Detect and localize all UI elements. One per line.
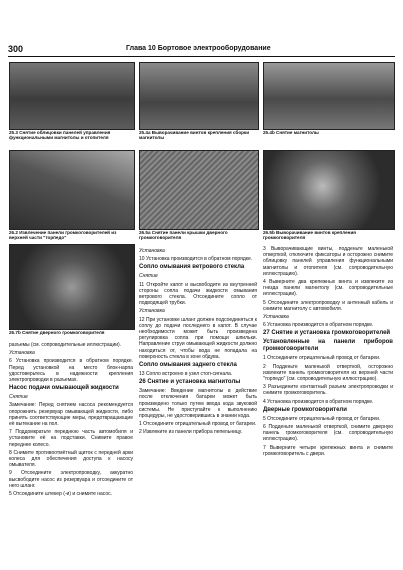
paragraph: 5 Отсоедините отрицательный провод от батареи. (263, 415, 381, 422)
paragraph: разъемы (см. сопроводительные иллюстрации). (9, 342, 122, 348)
subheading: Снятие (139, 273, 158, 280)
photo-speaker-screws (263, 150, 395, 230)
section-heading: Установленные на панели приборов громкоговорители (263, 339, 393, 353)
paragraph: 3 Выворачивающие винты, подденьте маленькой отверткой, отключите фиксаторы и осторожно снимите облицовку панелей управления функциональными магнитолы и отопителя (см. сопроводительную иллюстрацию). (263, 246, 393, 277)
subheading: Установка (9, 350, 35, 357)
subheading: Установка (139, 248, 165, 254)
subheading: Снятие (9, 394, 28, 401)
page-number: 300 (8, 44, 24, 54)
photo-radio-screws (139, 62, 259, 130)
paragraph: 7 Выверните четыре крепежных винта и снимите громкоговоритель с двери. (263, 444, 393, 457)
figure-caption: 25.3 Снятие облицовки панелей управления функциональными магнитолы и отопителя (9, 130, 111, 141)
paragraph: 10 Установка производится в обратном порядке. (139, 256, 253, 263)
paragraph: 6 Установка производится в обратном порядке. Перед установкой на место блок-нарпа удостоверьтесь в надежности крепления электропроводки в разъемах. (9, 358, 133, 384)
photo-door-speaker-removal (9, 244, 135, 330)
paragraph: 7 Поддомкратьте переднюю часть автомобиля и установите её на подставки. Снимите правое переднее колесо. (9, 429, 133, 448)
figure-caption: 25.4b Снятие магнитолы (263, 130, 319, 135)
paragraph: 6 Подденьте маленькой отверткой, снимите дверную панель громкоговорителя (см. сопроводительную иллюстрацию). (263, 424, 393, 443)
section-heading: 27 Снятие и установка громкоговорителей (263, 330, 391, 337)
text-column-1 (9, 342, 133, 564)
paragraph: 9 Отсоедините электропроводку, аккуратно высвободите насос из резервуара и отсоедините от него шланг. (9, 470, 133, 489)
text-column-3 (263, 246, 393, 564)
section-heading: Сопло омывания заднего стекла (139, 362, 237, 369)
paragraph: 6 Установка производится в обратном порядке. (263, 322, 374, 329)
paragraph: 5 Отсоедините электропроводку и антенный кабель и снимите магнитолу с автомобиля. (263, 299, 393, 312)
section-heading: Насос подачи омывающей жидкости (9, 385, 119, 392)
section-heading: Дверные громкоговорители (263, 406, 347, 413)
paragraph: 11 Откройте капот и высвободите из внутренней стороны сопла подачи жидкости омывания ветрового стекла. Отсоедините сопло от подводящей трубки. (139, 281, 257, 307)
paragraph: Замечание: Перед снятием насоса рекомендуется опорожнить резервуар омывающей жидкости, либо принять соответствующие меры, предотвращающие её вытекание на пол. (9, 402, 133, 428)
paragraph: Замечание: Введение магнитолы в действие после отключения батареи может быть произведено только путем ввода кода звуковой системы. Не приступайте к выполнению процедуры, не удостоверившись в знании кода. (139, 388, 257, 420)
photo-dash-speaker-panel (9, 150, 135, 230)
paragraph: 8 Снимите противоотмётный щиток с передней арки колеса для обеспечения доступа к насосу омывателя. (9, 449, 133, 469)
figure-caption: 26.2 Извлечение панели громкоговорителей из верхней части "торпедо" (9, 230, 117, 241)
text-column-2 (139, 246, 257, 564)
figure-caption: 26.5а Снятие панели крышки дверного громкоговорителя (139, 230, 228, 241)
section-heading: 26 Снятие и установка магнитолы (139, 379, 241, 386)
subheading: Установка (139, 308, 165, 315)
paragraph: 4 Выверните два крепежных винта и извлеките из гнезда панели магнитолу (см. сопроводительные иллюстрации). (263, 279, 393, 298)
subheading: Установка (263, 314, 289, 321)
paragraph: 3 Разъедините контактный разъем электропроводки и снимите громкоговоритель. (263, 384, 393, 397)
paragraph: 13 Сопло встроено в узел стоп-сигнала. (139, 371, 233, 378)
paragraph: 4 Установка производится в обратном порядке. (263, 398, 374, 405)
figure-caption: 25.4а Выворачивание винтов крепления сборки магнитолы (139, 130, 250, 141)
photo-panel-removal (9, 62, 135, 130)
paragraph: 2 Подденьте маленькой отверткой, осторожно извлеките панель громкоговорителя из верхней части "торпедо" (см. сопроводительную иллюстрацию). (263, 363, 393, 383)
paragraph: 2 Извлеките из панели прибора пепельницу. (139, 429, 243, 436)
page-header (8, 44, 395, 57)
paragraph: 1 Отсоедините отрицательный провод от батареи. (263, 355, 381, 362)
photo-radio-removed (263, 62, 395, 130)
paragraph: 12 При установке шланг должен подсоединяться к соплу до подачи последнего в капот. В случае необходимости может быть произведена регулировка сопла при помощи шпильки. Направление струи омывающей жидкости должно находиться от, чтобы вода не попадала на поверхность стекла в зоне обдува. (139, 316, 257, 360)
photo-door-speaker-cover (139, 150, 259, 230)
paragraph: 5 Отсоедините штекер (-и) и снимите насос. (9, 491, 113, 498)
paragraph: 1 Отсоедините отрицательный провод от батареи. (139, 421, 257, 428)
figure-caption: 26.7b Снятие дверного громкоговорителя (9, 330, 105, 335)
figure-caption: 26.5b Выворачивание винтов крепления громкоговорителя (263, 230, 356, 241)
section-heading: Сопло омывания ветрового стекла (139, 264, 245, 271)
chapter-title: Глава 10 Бортовое электрооборудование (126, 45, 271, 52)
